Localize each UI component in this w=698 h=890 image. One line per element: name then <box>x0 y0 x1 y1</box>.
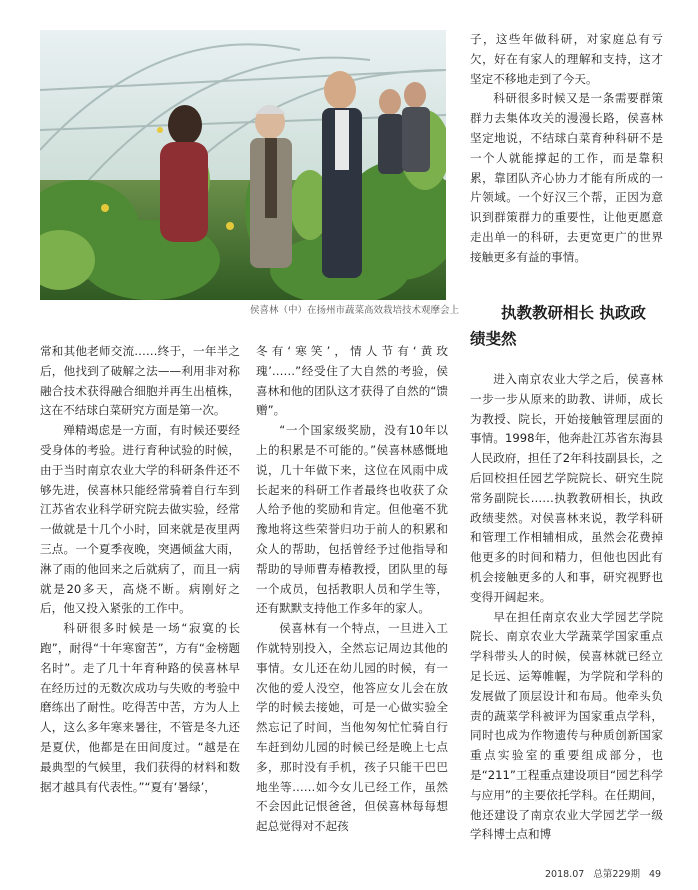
paragraph: 子，这些年做科研，对家庭总有亏欠，好在有家人的理解和支持，这才坚定不移地走到了今天。 <box>470 32 663 86</box>
section-heading <box>470 300 670 352</box>
photo-caption: 侯喜林（中）在扬州市蔬菜高效栽培技术观摩会上 <box>250 305 460 316</box>
paragraph: “一个国家级奖励，没有10年以上的积累是不可能的。”侯喜林感慨地说，几十年做下来，这位在风雨中成长起来的科研工作者最终也收获了众人给予他的奖励和肯定。但他毫不犹豫地将这些荣誉归功于前人的积累和众人的帮助，包括曾经予过他指导和帮助的导师曹寿椿教授，团队里的每一个成员，包括教职人员和学生等，还有默默支持他工作多年的家人。 <box>256 423 448 616</box>
greenhouse-photo-illustration <box>40 30 446 300</box>
paragraph: 常和其他老师交流……终于，一年半之后，他找到了破解之法——利用非对称融合技术获得融合细胞并再生出植株，这在不结球白菜研究方面是第一次。 <box>40 344 240 418</box>
issue-date: 2018.07 <box>545 869 585 880</box>
column-3-bottom <box>470 370 663 845</box>
section-heading-line-1: 执教教研相长 执政政 <box>501 303 646 322</box>
paragraph: 冬有‘寒笑’，情人节有‘黄玫瑰’……”经受住了大自然的考验，侯喜林和他的团队这才获得了自然的“馈赠”。 <box>256 344 448 418</box>
paragraph: 科研很多时候是一场“寂寞的长跑”，耐得“十年寒窗苦”，方有“金榜题名时”。走了几十年育种路的侯喜林早在经历过的无数次成功与失败的考验中磨练出了耐性。吃得苦中苦，方为人上人，这么多年寒来暑往，不管是冬九还是夏伏，他都是在田间度过。“越是在最典型的气候里，我们获得的材料和数据才越具有代表性。”“夏有‘暑绿’， <box>40 621 240 794</box>
column-1 <box>40 342 240 797</box>
paragraph: 科研很多时候又是一条需要群策群力去集体攻关的漫漫长路，侯喜林坚定地说，不结球白菜育种科研不是一个人就能撑起的工作，而是靠积累，靠团队齐心协力才能有所成的一片领域。一个好汉三个帮，正因为意识到群策群力的重要性，让他更愿意走出单一的科研，去更宽更广的世界接触更多有益的事情。 <box>470 91 663 264</box>
column-2 <box>256 342 448 837</box>
issue-number: 总第229期 <box>593 869 640 880</box>
page-footer <box>545 866 667 880</box>
paragraph: 进入南京农业大学之后，侯喜林一步一步从原来的助教、讲师，成长为教授、院长，开始接触管理层面的事情。1998年，他奔赴江苏省东海县人民政府，担任了2年科技副县长，之后回校担任园艺学院院长、研究生院常务副院长……执教教研相长，执政政绩斐然。对侯喜林来说，教学科研和管理工作相辅相成，虽然会花费掉他更多的时间和精力，但他也因此有机会接触更多的人和事，研究视野也变得开阔起来。 <box>470 372 663 604</box>
section-heading-line-2: 绩斐然 <box>470 329 517 348</box>
paragraph: 早在担任南京农业大学园艺学院院长、南京农业大学蔬菜学国家重点学科带头人的时候，侯喜林就已经立足长远、运筹帷幄，为学院和学科的发展做了顶层设计和布局。他牵头负责的蔬菜学科被评为国家重点学科，同时也成为作物遗传与种质创新国家重点实验室的重要组成部分，也是“211”工程重点建设项目“园艺科学与应用”的主要依托学科。在任期间，他还建设了南京农业大学园艺学一级学科博士点和博 <box>470 609 663 842</box>
greenhouse-photo <box>40 30 446 300</box>
paragraph: 侯喜林有一个特点，一旦进入工作就特别投入，全然忘记周边其他的事情。女儿还在幼儿园的时候，有一次他的爱人没空，他答应女儿会在放学的时候去接她，可是一心做实验全然忘记了时间，当他匆匆忙忙骑自行车赶到幼儿园的时候已经是晚上七点多，那时没有手机，孩子只能干巴巴地坐等……如今女儿已经工作，虽然不会因此记恨爸爸，但侯喜林每每想起总觉得对不起孩 <box>256 621 448 834</box>
column-3-top <box>470 30 663 268</box>
paragraph: 殚精竭虑是一方面，有时候还要经受身体的考验。进行育种试验的时候，由于当时南京农业大学的科研条件还不够先进，侯喜林只能经常骑着自行车到江苏省农业科学研究院去做实验，经常一做就是十几个小时，回来就是夜里两三点。一个夏季夜晚，突遇倾盆大雨，淋了雨的他回来之后就病了，而且一病就是20多天，高烧不断。病刚好之后，他又投入紧张的工作中。 <box>40 423 240 616</box>
page-number: 49 <box>649 869 662 880</box>
